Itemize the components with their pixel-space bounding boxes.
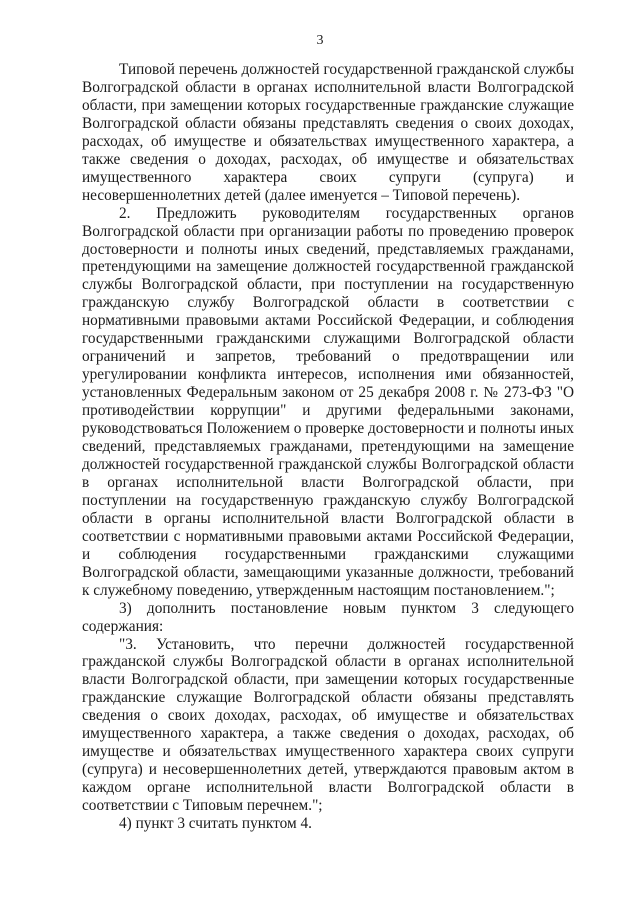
paragraph-item-4-renumber: 4) пункт 3 считать пунктом 4.	[119, 815, 312, 833]
paragraph-item-3-amendment: 3) дополнить постановление новым пунктом 3 следующего содержания:	[82, 599, 574, 635]
document-body	[82, 61, 574, 833]
paragraph-typical-list: Типовой перечень должностей государственной гражданской службы Волгоградской области в органах исполнительной власти Волгоградской области, при замещении которых государственные гражданские служащие Волгоградской области обязаны представлять сведения о своих доходах, расходах, об имуществе и обязательствах имущественного характера, а также сведения о доходах, расходах, об имуществе и обязательствах имущественного характера своих супруги (супруга) и несовершеннолетних детей (далее именуется – Типовой перечень).	[82, 61, 574, 204]
paragraph-item-2: 2. Предложить руководителям государственных органов Волгоградской области при организации работы по проведению проверок достоверности и полноты иных сведений, представляемых гражданами, претендующими на замещение должностей государственной гражданской службы Волгоградской области, при поступлении на государственную гражданскую службу Волгоградской области в соответствии с нормативными правовыми актами Российской Федерации, и соблюдения государственными гражданскими служащими Волгоградской области ограничений и запретов, требований о предотвращении или урегулировании конфликта интересов, исполнения ими обязанностей, установленных Федеральным законом от 25 декабря 2008 г. № 273-ФЗ "О противодействии коррупции" и другими федеральными законами, руководствоваться Положением о проверке достоверности и полноты иных сведений, представляемых гражданами, претендующими на замещение должностей государственной гражданской службы Волгоградской области в органах исполнительной власти Волгоградской области, при поступлении на государственную гражданскую службу Волгоградской области в органы исполнительной власти Волгоградской области в соответствии с нормативными правовыми актами Российской Федерации, и соблюдения государственными гражданскими служащими Волгоградской области, замещающими указанные должности, требований к служебному поведению, утвержденным настоящим постановлением.";	[82, 204, 574, 599]
page-number: 3	[316, 33, 324, 48]
paragraph-new-item-3: "3. Установить, что перечни должностей государственной гражданской службы Волгоградской области в органах исполнительной власти Волгоградской области, при замещении которых государственные гражданские служащие Волгоградской области обязаны представлять сведения о своих доходах, расходах, об имуществе и обязательствах имущественного характера, а также сведения о доходах, расходах, об имуществе и обязательствах имущественного характера своих супруги (супруга) и несовершеннолетних детей, утверждаются правовым актом в каждом органе исполнительной власти Волгоградской области в соответствии с Типовым перечнем.";	[82, 635, 574, 815]
